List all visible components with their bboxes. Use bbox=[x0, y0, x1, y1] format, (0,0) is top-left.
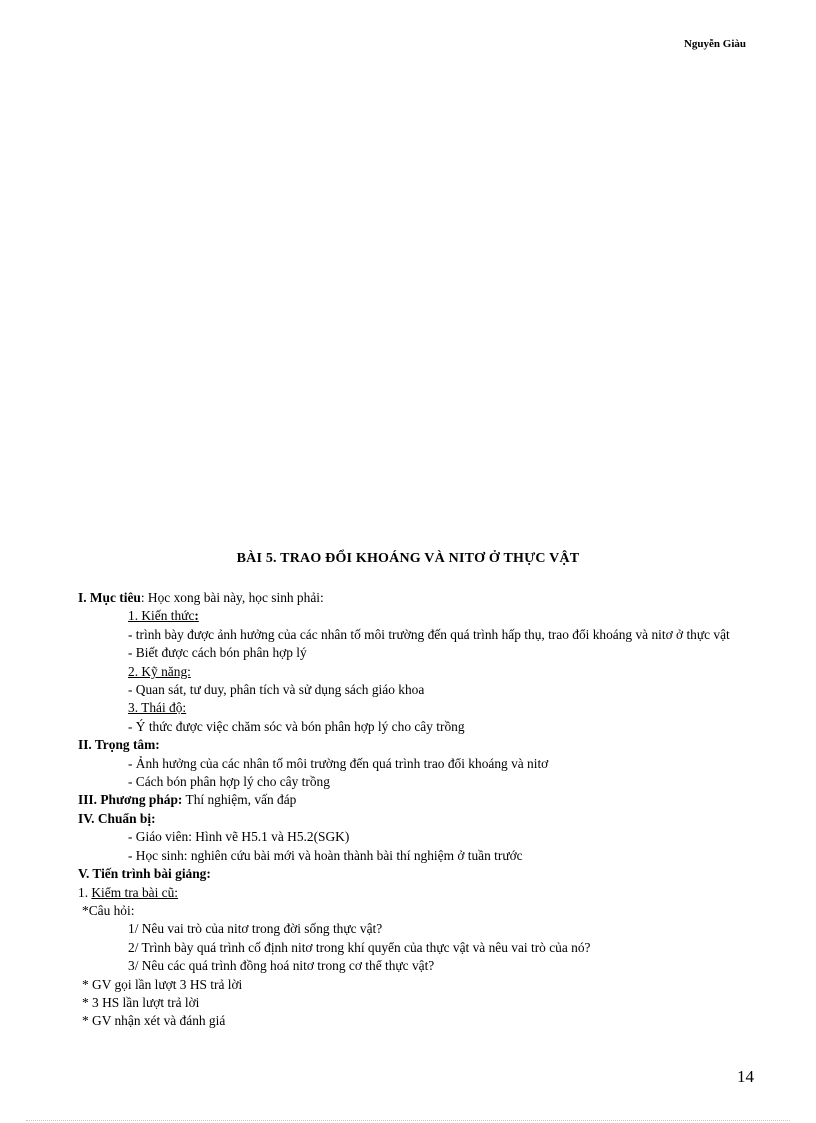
knowledge-item-1: - trình bày được ảnh hưởng của các nhân tố môi trường đến quá trình hấp thụ, trao đổi khoáng và nitơ ở thực vật bbox=[128, 626, 730, 642]
focus-heading-text: II. Trọng tâm: bbox=[78, 737, 160, 753]
knowledge-label: 1. Kiến thức bbox=[128, 608, 195, 624]
skills-heading bbox=[78, 663, 756, 681]
knowledge-colon: : bbox=[194, 608, 199, 624]
question-1: 1/ Nêu vai trò của nitơ trong đời sống thực vật? bbox=[128, 921, 383, 937]
progress-heading bbox=[78, 865, 756, 883]
note-3: * GV nhận xét và đánh giá bbox=[82, 1013, 226, 1029]
question-3: 3/ Nêu các quá trình đồng hoá nitơ trong cơ thể thực vật? bbox=[128, 958, 435, 974]
skills-item: - Quan sát, tư duy, phân tích và sử dụng sách giáo khoa bbox=[128, 682, 425, 698]
author-name: Nguyễn Giàu bbox=[683, 38, 746, 50]
lesson-body bbox=[78, 589, 756, 1031]
footer-divider bbox=[26, 1120, 790, 1121]
attitude-label: 3. Thái độ: bbox=[128, 700, 187, 716]
question-2: 2/ Trình bày quá trình cố định nitơ trong khí quyển của thực vật và nêu vai trò của nó? bbox=[128, 939, 591, 955]
check-heading bbox=[78, 884, 756, 902]
focus-heading bbox=[78, 736, 756, 754]
prep-heading-text: IV. Chuẩn bị: bbox=[78, 810, 156, 826]
check-label: Kiểm tra bài cũ: bbox=[91, 884, 179, 900]
focus-item-2: - Cách bón phân hợp lý cho cây trồng bbox=[128, 774, 330, 790]
progress-heading-text: V. Tiến trình bài giảng: bbox=[78, 866, 211, 882]
prep-heading bbox=[78, 810, 756, 828]
lesson-title: BÀI 5. TRAO ĐỔI KHOÁNG VÀ NITƠ Ở THỰC VẬT bbox=[236, 551, 580, 566]
check-prefix: 1. bbox=[78, 884, 92, 900]
note-2: * 3 HS lần lượt trả lời bbox=[82, 994, 200, 1010]
objectives-heading: I. Mục tiêu bbox=[78, 590, 141, 605]
attitude-item: - Ý thức được việc chăm sóc và bón phân hợp lý cho cây trồng bbox=[128, 718, 465, 734]
attitude-heading bbox=[78, 699, 756, 717]
prep-item-student: - Học sinh: nghiên cứu bài mới và hoàn thành bài thí nghiệm ở tuần trước bbox=[128, 847, 523, 863]
objectives-line bbox=[78, 589, 756, 607]
note-1: * GV gọi lần lượt 3 HS trả lời bbox=[82, 976, 243, 992]
objectives-intro: : Học xong bài này, học sinh phải: bbox=[140, 590, 324, 605]
method-line bbox=[78, 791, 756, 809]
prep-item-teacher: - Giáo viên: Hình vẽ H5.1 và H5.2(SGK) bbox=[128, 829, 350, 845]
method-heading: III. Phương pháp: bbox=[78, 792, 183, 808]
method-text: Thí nghiệm, vấn đáp bbox=[182, 792, 297, 808]
page-number: 14 bbox=[737, 1067, 754, 1086]
knowledge-item-2: - Biết được cách bón phân hợp lý bbox=[128, 645, 307, 661]
questions-label: *Câu hỏi: bbox=[82, 902, 135, 918]
focus-item-1: - Ảnh hưởng của các nhân tố môi trường đến quá trình trao đổi khoáng và nitơ bbox=[128, 755, 549, 771]
knowledge-heading bbox=[78, 607, 756, 625]
skills-label: 2. Kỹ năng: bbox=[128, 663, 191, 679]
